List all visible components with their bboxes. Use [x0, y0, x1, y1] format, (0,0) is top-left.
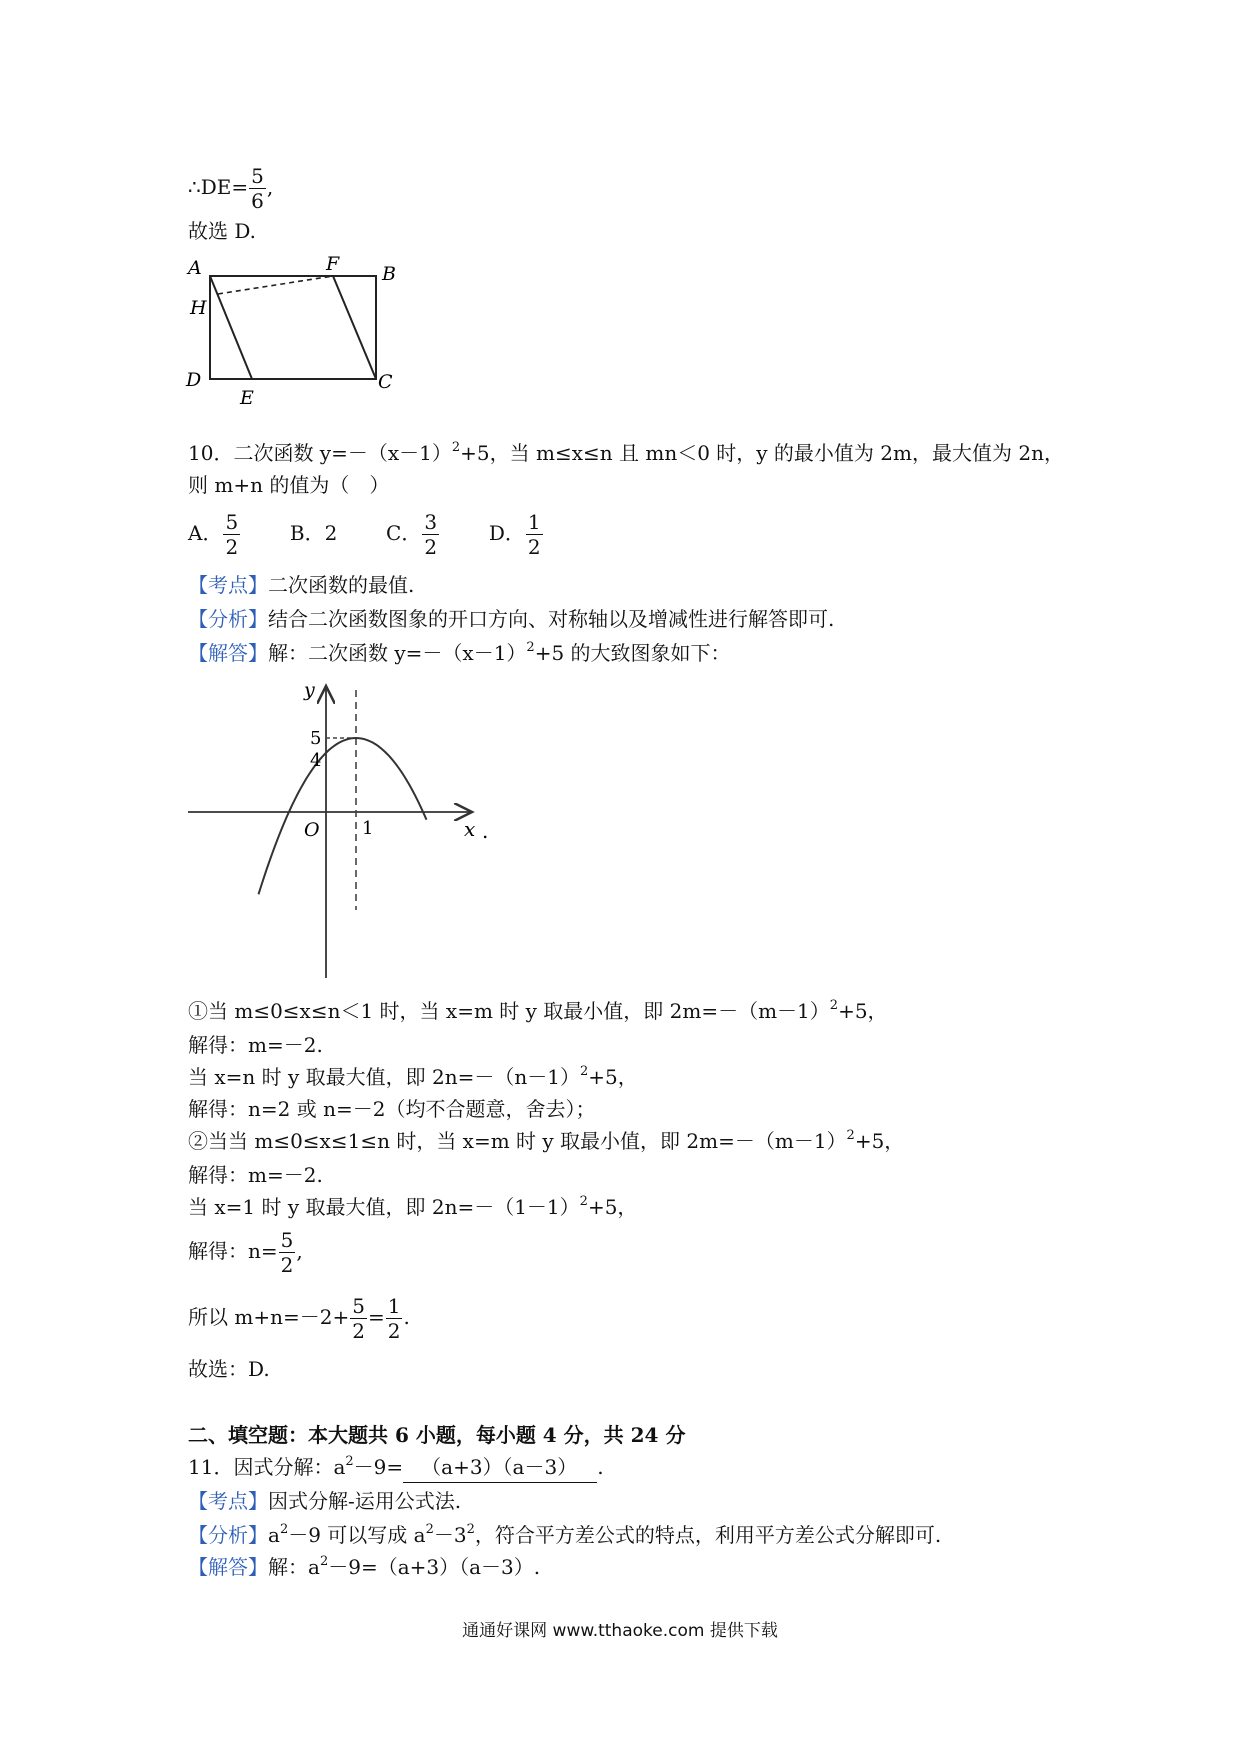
q11-stem-text: 11．因式分解：a [188, 1455, 346, 1479]
label-b: B [382, 263, 396, 285]
sol-line-4: 解得：n=2 或 n=－2（均不合题意，舍去）； [188, 1097, 596, 1121]
option-d-fraction [526, 512, 543, 557]
option-a-fraction [223, 512, 240, 557]
sol-line-5 [188, 1126, 904, 1156]
label-e: E [240, 387, 254, 409]
superscript: 2 [279, 1522, 289, 1537]
label-h: H [190, 297, 207, 319]
sol-line-7 [188, 1192, 637, 1222]
fenxi-text: 结合二次函数图象的开口方向、对称轴以及增减性进行解答即可. [268, 607, 835, 631]
q11-stem-text-cont: －9= [353, 1455, 404, 1479]
jieda-text: 解：二次函数 y=－（x－1） [268, 641, 527, 665]
fraction-numerator: 5 [251, 164, 264, 188]
origin-label: O [304, 819, 320, 841]
q10-jieda [188, 638, 731, 668]
option-a[interactable] [188, 510, 241, 559]
sol-text-cont: +5， [588, 1065, 638, 1089]
sol-text: 解得：n= [188, 1239, 278, 1263]
sol-line-3 [188, 1062, 638, 1092]
superscript: 2 [526, 640, 535, 655]
fraction-1-2 [386, 1296, 403, 1341]
sol-line-9 [188, 1296, 410, 1341]
q10-stem-text: 10．二次函数 y=－（x－1） [188, 441, 452, 465]
sol-line-6: 解得：m=－2. [188, 1163, 323, 1187]
jieda-text-cont: －9=（a+3）（a－3）. [328, 1555, 541, 1579]
fraction-5-2 [279, 1230, 296, 1275]
fraction-5-6 [249, 166, 266, 211]
fraction-denominator: 6 [251, 189, 264, 213]
sol-line-2: 解得：m=－2. [188, 1033, 323, 1057]
fraction-numerator: 5 [280, 1228, 294, 1252]
fenxi-text: －3 [433, 1523, 467, 1547]
parabola-graph [180, 676, 500, 982]
superscript: 2 [345, 1454, 354, 1469]
fenxi-text: －9 可以写成 a [288, 1523, 426, 1547]
punctuation: , [266, 175, 274, 199]
fraction-denominator: 2 [280, 1253, 294, 1277]
superscript: 2 [451, 440, 461, 455]
sol-line-10: 故选：D. [188, 1357, 270, 1381]
page-footer: 通通好课网 www.tthaoke.com 提供下载 [462, 1621, 778, 1641]
fraction-numerator: 3 [424, 510, 438, 534]
therefore-de-line [188, 166, 273, 211]
option-a-label: A． [188, 521, 223, 545]
punctuation: . [403, 1305, 410, 1329]
jieda-text-cont: +5 的大致图象如下： [534, 641, 731, 665]
superscript: 2 [319, 1554, 329, 1569]
option-c-fraction [422, 512, 439, 557]
kaodian-tag: 【考点】 [188, 1489, 268, 1513]
superscript: 2 [425, 1522, 434, 1537]
fenxi-text: ，符合平方差公式的特点，利用平方差公式分解即可. [474, 1523, 942, 1547]
jieda-tag: 【解答】 [188, 1555, 268, 1579]
q11-jieda [188, 1552, 540, 1582]
sol-line-1 [188, 996, 888, 1026]
fraction-numerator: 1 [387, 1294, 401, 1318]
label-d: D [186, 369, 202, 391]
fraction-numerator: 1 [527, 510, 541, 534]
fenxi-text: a [268, 1523, 280, 1547]
superscript: 2 [466, 1522, 475, 1537]
jieda-text: 解：a [268, 1555, 320, 1579]
fraction-5-2 [350, 1296, 367, 1341]
fraction-denominator: 2 [387, 1319, 401, 1343]
choose-d-line: 故选 D. [188, 219, 257, 243]
kaodian-text: 二次函数的最值. [268, 573, 415, 597]
fenxi-tag: 【分析】 [188, 607, 268, 631]
option-c[interactable] [386, 510, 440, 559]
option-d-label: D． [488, 521, 525, 545]
sol-text: 当 x=1 时 y 取最大值，即 2n=－（1－1） [188, 1195, 580, 1219]
jieda-tag: 【解答】 [188, 641, 268, 665]
sol-text: ②当当 m≤0≤x≤1≤n 时，当 x=m 时 y 取最小值，即 2m=－（m－1） [188, 1129, 847, 1153]
fraction-denominator: 2 [424, 535, 438, 559]
label-a: A [188, 257, 202, 279]
y-tick-4: 4 [310, 750, 322, 771]
rectangle-figure [182, 250, 402, 410]
y-tick-5: 5 [310, 728, 322, 749]
sol-text: 所以 m+n=－2+ [188, 1305, 350, 1329]
q11-fenxi [188, 1520, 941, 1550]
fraction-denominator: 2 [352, 1319, 365, 1343]
label-c: C [378, 371, 393, 393]
superscript: 2 [579, 1064, 589, 1079]
kaodian-text: 因式分解-运用公式法. [268, 1489, 462, 1513]
label-f: F [326, 253, 340, 275]
option-b[interactable]: B．2 [289, 521, 338, 545]
q10-kaodian [188, 570, 414, 600]
fenxi-tag: 【分析】 [188, 1523, 268, 1547]
sol-text-cont: +5， [854, 1129, 905, 1153]
graph-tail-period: . [482, 819, 489, 843]
sol-line-8 [188, 1230, 303, 1275]
parabola-curve [259, 738, 427, 894]
fraction-numerator: 5 [352, 1294, 365, 1318]
equals-sign: = [367, 1305, 385, 1329]
q10-stem-text-cont: +5，当 m≤x≤n 且 mn＜0 时，y 的最小值为 2m，最大值为 2n， [460, 441, 1064, 465]
segment-fc [333, 276, 376, 379]
rectangle-abcd [210, 276, 376, 379]
q11-stem [188, 1452, 604, 1483]
sol-text: 当 x=n 时 y 取最大值，即 2n=－（n－1） [188, 1065, 580, 1089]
superscript: 2 [846, 1128, 855, 1143]
fraction-denominator: 2 [225, 535, 239, 559]
fraction-numerator: 5 [225, 510, 239, 534]
section-2-heading: 二、填空题：本大题共 6 小题，每小题 4 分，共 24 分 [188, 1423, 686, 1447]
sol-text: ①当 m≤0≤x≤n＜1 时，当 x=m 时 y 取最小值，即 2m=－（m－1） [188, 999, 830, 1023]
q10-stem-line1 [188, 438, 1064, 468]
q10-options [188, 512, 544, 557]
x-tick-1: 1 [362, 818, 374, 839]
y-axis-label: y [304, 679, 315, 701]
fraction-denominator: 2 [527, 535, 541, 559]
x-axis-label: x [464, 817, 476, 841]
option-c-label: C． [386, 521, 422, 545]
segment-hf-dashed [218, 276, 333, 294]
punctuation: , [296, 1239, 303, 1263]
option-d[interactable] [488, 510, 544, 559]
therefore-text: ∴DE= [188, 175, 249, 199]
superscript: 2 [579, 1194, 588, 1209]
punctuation: . [597, 1455, 604, 1479]
sol-text-cont: +5， [587, 1195, 638, 1219]
kaodian-tag: 【考点】 [188, 573, 268, 597]
superscript: 2 [829, 998, 839, 1013]
q11-kaodian [188, 1486, 461, 1516]
q10-stem-line2: 则 m+n 的值为（ ） [188, 473, 390, 497]
q10-fenxi [188, 604, 834, 634]
q11-answer-blank: （a+3）（a－3） [403, 1452, 597, 1483]
sol-text-cont: +5， [838, 999, 888, 1023]
